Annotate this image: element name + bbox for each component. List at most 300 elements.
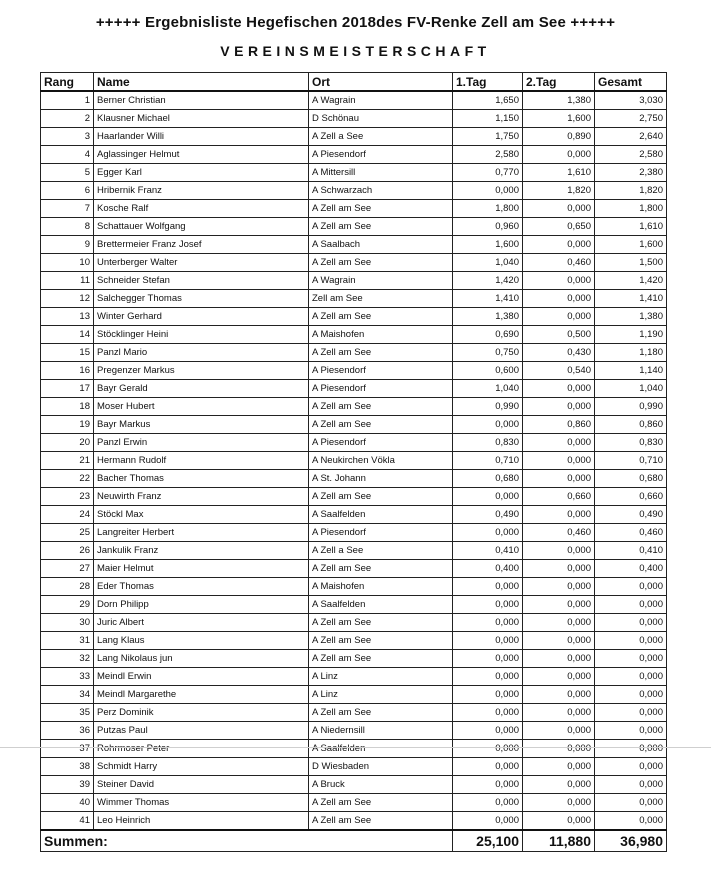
cell-gesamt: 0,000 <box>595 704 667 722</box>
cell-ort: A Piesendorf <box>309 434 453 452</box>
cell-tag2: 0,000 <box>523 272 595 290</box>
cell-rang: 12 <box>41 290 94 308</box>
cell-tag2: 0,000 <box>523 794 595 812</box>
cell-gesamt: 1,610 <box>595 218 667 236</box>
cell-ort: A Zell am See <box>309 416 453 434</box>
table-row <box>41 254 667 272</box>
cell-tag2: 0,000 <box>523 614 595 632</box>
cell-rang: 2 <box>41 110 94 128</box>
table-row <box>41 362 667 380</box>
cell-tag2: 0,000 <box>523 560 595 578</box>
table-row <box>41 236 667 254</box>
cell-tag2: 0,000 <box>523 452 595 470</box>
cell-tag2: 0,000 <box>523 722 595 740</box>
cell-gesamt: 0,000 <box>595 722 667 740</box>
header-gesamt: Gesamt <box>595 73 667 92</box>
cell-ort: A Zell a See <box>309 128 453 146</box>
cell-name: Meindl Margarethe <box>94 686 309 704</box>
cell-gesamt: 0,410 <box>595 542 667 560</box>
cell-gesamt: 1,410 <box>595 290 667 308</box>
cell-name: Wimmer Thomas <box>94 794 309 812</box>
cell-ort: A Zell am See <box>309 704 453 722</box>
scan-line <box>0 747 711 748</box>
cell-gesamt: 0,680 <box>595 470 667 488</box>
cell-rang: 38 <box>41 758 94 776</box>
cell-ort: A Mittersill <box>309 164 453 182</box>
table-row <box>41 506 667 524</box>
table-row <box>41 308 667 326</box>
cell-tag1: 1,040 <box>453 380 523 398</box>
cell-gesamt: 0,460 <box>595 524 667 542</box>
table-row <box>41 200 667 218</box>
cell-ort: D Wiesbaden <box>309 758 453 776</box>
cell-ort: A Zell am See <box>309 794 453 812</box>
cell-gesamt: 0,400 <box>595 560 667 578</box>
cell-tag1: 1,410 <box>453 290 523 308</box>
cell-tag2: 0,460 <box>523 254 595 272</box>
cell-tag2: 0,500 <box>523 326 595 344</box>
cell-ort: A Zell am See <box>309 632 453 650</box>
cell-tag2: 0,000 <box>523 668 595 686</box>
cell-gesamt: 1,600 <box>595 236 667 254</box>
cell-name: Stöckl Max <box>94 506 309 524</box>
cell-tag2: 0,650 <box>523 218 595 236</box>
cell-tag1: 0,770 <box>453 164 523 182</box>
table-row <box>41 128 667 146</box>
table-row <box>41 182 667 200</box>
table-row <box>41 542 667 560</box>
table-row <box>41 470 667 488</box>
cell-name: Dorn Philipp <box>94 596 309 614</box>
table-row <box>41 686 667 704</box>
cell-name: Lang Nikolaus jun <box>94 650 309 668</box>
cell-ort: Zell am See <box>309 290 453 308</box>
cell-tag2: 0,000 <box>523 812 595 831</box>
cell-gesamt: 1,380 <box>595 308 667 326</box>
cell-ort: A Zell am See <box>309 200 453 218</box>
cell-name: Jankulik Franz <box>94 542 309 560</box>
cell-tag2: 0,000 <box>523 542 595 560</box>
cell-tag2: 0,000 <box>523 434 595 452</box>
cell-tag1: 0,000 <box>453 488 523 506</box>
table-row <box>41 290 667 308</box>
cell-rang: 32 <box>41 650 94 668</box>
cell-name: Lang Klaus <box>94 632 309 650</box>
cell-tag2: 0,660 <box>523 488 595 506</box>
cell-rang: 16 <box>41 362 94 380</box>
table-row <box>41 380 667 398</box>
cell-tag1: 0,750 <box>453 344 523 362</box>
table-row <box>41 776 667 794</box>
cell-ort: A Saalfelden <box>309 506 453 524</box>
cell-ort: A Piesendorf <box>309 146 453 164</box>
table-row <box>41 272 667 290</box>
cell-tag1: 0,000 <box>453 614 523 632</box>
cell-rang: 6 <box>41 182 94 200</box>
cell-ort: A Saalfelden <box>309 740 453 758</box>
cell-tag1: 0,410 <box>453 542 523 560</box>
table-row <box>41 146 667 164</box>
cell-tag1: 0,830 <box>453 434 523 452</box>
cell-rang: 26 <box>41 542 94 560</box>
cell-rang: 13 <box>41 308 94 326</box>
cell-ort: A Bruck <box>309 776 453 794</box>
summary-label: Summen: <box>41 830 453 852</box>
table-row <box>41 488 667 506</box>
cell-tag1: 1,380 <box>453 308 523 326</box>
cell-gesamt: 0,000 <box>595 650 667 668</box>
cell-tag1: 2,580 <box>453 146 523 164</box>
cell-gesamt: 0,490 <box>595 506 667 524</box>
cell-gesamt: 0,000 <box>595 794 667 812</box>
cell-ort: A Wagrain <box>309 91 453 110</box>
cell-rang: 10 <box>41 254 94 272</box>
table-row <box>41 164 667 182</box>
cell-tag1: 0,000 <box>453 524 523 542</box>
cell-ort: A Zell am See <box>309 650 453 668</box>
cell-name: Salchegger Thomas <box>94 290 309 308</box>
table-row <box>41 578 667 596</box>
cell-tag2: 0,000 <box>523 308 595 326</box>
cell-tag2: 1,610 <box>523 164 595 182</box>
table-row <box>41 524 667 542</box>
cell-gesamt: 0,000 <box>595 758 667 776</box>
cell-tag1: 0,960 <box>453 218 523 236</box>
cell-name: Meindl Erwin <box>94 668 309 686</box>
cell-rang: 30 <box>41 614 94 632</box>
cell-rang: 23 <box>41 488 94 506</box>
table-row <box>41 614 667 632</box>
cell-gesamt: 2,750 <box>595 110 667 128</box>
cell-name: Eder Thomas <box>94 578 309 596</box>
table-row <box>41 452 667 470</box>
cell-name: Perz Dominik <box>94 704 309 722</box>
cell-name: Hermann Rudolf <box>94 452 309 470</box>
cell-gesamt: 0,990 <box>595 398 667 416</box>
cell-gesamt: 2,580 <box>595 146 667 164</box>
cell-ort: A Zell a See <box>309 542 453 560</box>
cell-tag2: 0,000 <box>523 578 595 596</box>
cell-name: Steiner David <box>94 776 309 794</box>
cell-tag1: 0,690 <box>453 326 523 344</box>
summary-gesamt: 36,980 <box>595 830 667 852</box>
cell-rang: 4 <box>41 146 94 164</box>
cell-tag1: 1,600 <box>453 236 523 254</box>
cell-tag2: 0,430 <box>523 344 595 362</box>
cell-tag1: 0,400 <box>453 560 523 578</box>
cell-name: Rohrmoser Peter <box>94 740 309 758</box>
cell-tag1: 1,750 <box>453 128 523 146</box>
cell-tag1: 0,000 <box>453 812 523 831</box>
cell-name: Pregenzer Markus <box>94 362 309 380</box>
cell-rang: 20 <box>41 434 94 452</box>
cell-ort: A Zell am See <box>309 614 453 632</box>
summary-row <box>41 830 667 852</box>
cell-rang: 37 <box>41 740 94 758</box>
summary-tag2: 11,880 <box>523 830 595 852</box>
cell-tag2: 0,000 <box>523 146 595 164</box>
cell-rang: 14 <box>41 326 94 344</box>
cell-ort: A Piesendorf <box>309 362 453 380</box>
cell-rang: 24 <box>41 506 94 524</box>
cell-rang: 34 <box>41 686 94 704</box>
cell-tag1: 0,000 <box>453 776 523 794</box>
cell-tag2: 0,000 <box>523 686 595 704</box>
table-row <box>41 218 667 236</box>
cell-name: Haarlander Willi <box>94 128 309 146</box>
cell-tag2: 0,000 <box>523 650 595 668</box>
cell-gesamt: 2,380 <box>595 164 667 182</box>
cell-rang: 9 <box>41 236 94 254</box>
cell-name: Winter Gerhard <box>94 308 309 326</box>
cell-ort: A Neukirchen Vöklа <box>309 452 453 470</box>
cell-gesamt: 1,420 <box>595 272 667 290</box>
cell-ort: A Maishofen <box>309 578 453 596</box>
cell-rang: 1 <box>41 91 94 110</box>
cell-ort: A Zell am See <box>309 398 453 416</box>
cell-tag2: 0,000 <box>523 398 595 416</box>
cell-tag1: 0,680 <box>453 470 523 488</box>
cell-tag1: 0,000 <box>453 758 523 776</box>
cell-tag1: 0,000 <box>453 704 523 722</box>
header-row <box>41 73 667 92</box>
cell-rang: 35 <box>41 704 94 722</box>
table-row <box>41 110 667 128</box>
cell-tag1: 0,600 <box>453 362 523 380</box>
cell-name: Klausner Michael <box>94 110 309 128</box>
cell-tag1: 0,990 <box>453 398 523 416</box>
cell-tag1: 1,150 <box>453 110 523 128</box>
cell-tag1: 0,000 <box>453 794 523 812</box>
table-row <box>41 704 667 722</box>
cell-gesamt: 0,830 <box>595 434 667 452</box>
header-tag2: 2.Tag <box>523 73 595 92</box>
cell-gesamt: 1,800 <box>595 200 667 218</box>
cell-tag1: 0,000 <box>453 182 523 200</box>
cell-ort: A Zell am See <box>309 488 453 506</box>
cell-rang: 36 <box>41 722 94 740</box>
table-row <box>41 398 667 416</box>
cell-gesamt: 1,500 <box>595 254 667 272</box>
cell-rang: 40 <box>41 794 94 812</box>
cell-name: Schneider Stefan <box>94 272 309 290</box>
cell-tag1: 0,000 <box>453 416 523 434</box>
cell-ort: A Niedernsill <box>309 722 453 740</box>
table-row <box>41 326 667 344</box>
cell-ort: A Wagrain <box>309 272 453 290</box>
cell-tag1: 1,800 <box>453 200 523 218</box>
table-row <box>41 434 667 452</box>
cell-ort: A Zell am See <box>309 560 453 578</box>
cell-ort: A Zell am See <box>309 812 453 831</box>
cell-rang: 18 <box>41 398 94 416</box>
cell-gesamt: 0,000 <box>595 740 667 758</box>
cell-name: Langreiter Herbert <box>94 524 309 542</box>
results-table <box>40 72 667 852</box>
table-row <box>41 560 667 578</box>
cell-tag1: 0,710 <box>453 452 523 470</box>
document-title: +++++ Ergebnisliste Hegefischen 2018des FV-Renke Zell am See +++++ <box>95 14 616 31</box>
cell-rang: 11 <box>41 272 94 290</box>
cell-name: Egger Karl <box>94 164 309 182</box>
cell-gesamt: 0,000 <box>595 614 667 632</box>
cell-gesamt: 0,660 <box>595 488 667 506</box>
cell-name: Schmidt Harry <box>94 758 309 776</box>
header-tag1: 1.Tag <box>453 73 523 92</box>
cell-tag1: 1,040 <box>453 254 523 272</box>
table-row <box>41 668 667 686</box>
cell-rang: 28 <box>41 578 94 596</box>
cell-name: Aglassinger Helmut <box>94 146 309 164</box>
header-ort: Ort <box>309 73 453 92</box>
cell-tag2: 0,000 <box>523 380 595 398</box>
document-subtitle: VEREINSMEISTERSCHAFT <box>220 43 491 59</box>
cell-tag2: 0,000 <box>523 632 595 650</box>
cell-tag2: 0,000 <box>523 506 595 524</box>
cell-name: Leo Heinrich <box>94 812 309 831</box>
cell-rang: 21 <box>41 452 94 470</box>
cell-name: Moser Hubert <box>94 398 309 416</box>
cell-ort: A Zell am See <box>309 344 453 362</box>
cell-rang: 33 <box>41 668 94 686</box>
cell-gesamt: 0,000 <box>595 578 667 596</box>
table-row <box>41 344 667 362</box>
cell-ort: A Schwarzach <box>309 182 453 200</box>
cell-ort: A Saalfelden <box>309 596 453 614</box>
cell-tag1: 0,000 <box>453 578 523 596</box>
cell-ort: A Maishofen <box>309 326 453 344</box>
table-row <box>41 740 667 758</box>
cell-tag1: 0,000 <box>453 740 523 758</box>
table-row <box>41 794 667 812</box>
cell-ort: A Zell am See <box>309 308 453 326</box>
cell-tag1: 0,490 <box>453 506 523 524</box>
cell-tag2: 0,000 <box>523 236 595 254</box>
cell-name: Juric Albert <box>94 614 309 632</box>
header-rang: Rang <box>41 73 94 92</box>
cell-tag2: 0,540 <box>523 362 595 380</box>
cell-tag2: 0,000 <box>523 470 595 488</box>
table-row <box>41 416 667 434</box>
cell-gesamt: 0,000 <box>595 776 667 794</box>
cell-rang: 3 <box>41 128 94 146</box>
cell-name: Panzl Mario <box>94 344 309 362</box>
cell-rang: 7 <box>41 200 94 218</box>
cell-rang: 41 <box>41 812 94 831</box>
cell-rang: 31 <box>41 632 94 650</box>
cell-tag2: 0,000 <box>523 776 595 794</box>
cell-tag2: 1,820 <box>523 182 595 200</box>
summary-tag1: 25,100 <box>453 830 523 852</box>
cell-tag1: 0,000 <box>453 596 523 614</box>
cell-tag2: 0,000 <box>523 290 595 308</box>
cell-gesamt: 0,000 <box>595 632 667 650</box>
cell-gesamt: 1,180 <box>595 344 667 362</box>
cell-rang: 5 <box>41 164 94 182</box>
cell-name: Panzl Erwin <box>94 434 309 452</box>
cell-tag2: 0,890 <box>523 128 595 146</box>
cell-gesamt: 1,140 <box>595 362 667 380</box>
cell-gesamt: 0,000 <box>595 812 667 831</box>
cell-gesamt: 0,000 <box>595 686 667 704</box>
cell-name: Bayr Markus <box>94 416 309 434</box>
cell-tag1: 0,000 <box>453 722 523 740</box>
cell-tag2: 0,000 <box>523 758 595 776</box>
cell-ort: A Linz <box>309 668 453 686</box>
cell-tag2: 0,000 <box>523 596 595 614</box>
cell-tag2: 1,380 <box>523 91 595 110</box>
cell-gesamt: 3,030 <box>595 91 667 110</box>
cell-tag2: 0,460 <box>523 524 595 542</box>
cell-tag1: 0,000 <box>453 686 523 704</box>
cell-rang: 15 <box>41 344 94 362</box>
cell-gesamt: 0,710 <box>595 452 667 470</box>
cell-gesamt: 2,640 <box>595 128 667 146</box>
cell-gesamt: 1,190 <box>595 326 667 344</box>
cell-gesamt: 1,820 <box>595 182 667 200</box>
cell-rang: 8 <box>41 218 94 236</box>
cell-tag2: 0,000 <box>523 740 595 758</box>
table-row <box>41 632 667 650</box>
cell-ort: A Zell am See <box>309 218 453 236</box>
cell-gesamt: 0,000 <box>595 596 667 614</box>
cell-ort: A Piesendorf <box>309 380 453 398</box>
cell-name: Hribernik Franz <box>94 182 309 200</box>
cell-name: Bacher Thomas <box>94 470 309 488</box>
cell-tag1: 1,420 <box>453 272 523 290</box>
cell-name: Kosche Ralf <box>94 200 309 218</box>
cell-tag2: 0,860 <box>523 416 595 434</box>
cell-ort: D Schönau <box>309 110 453 128</box>
cell-name: Berner Christian <box>94 91 309 110</box>
table-row <box>41 91 667 110</box>
cell-rang: 22 <box>41 470 94 488</box>
cell-tag2: 0,000 <box>523 704 595 722</box>
cell-ort: A Zell am See <box>309 254 453 272</box>
cell-rang: 29 <box>41 596 94 614</box>
cell-rang: 25 <box>41 524 94 542</box>
cell-tag2: 1,600 <box>523 110 595 128</box>
table-row <box>41 596 667 614</box>
cell-name: Putzas Paul <box>94 722 309 740</box>
cell-gesamt: 0,860 <box>595 416 667 434</box>
cell-name: Neuwirth Franz <box>94 488 309 506</box>
results-body <box>41 91 667 830</box>
cell-name: Bayr Gerald <box>94 380 309 398</box>
cell-rang: 27 <box>41 560 94 578</box>
cell-name: Brettermeier Franz Josef <box>94 236 309 254</box>
header-name: Name <box>94 73 309 92</box>
cell-tag2: 0,000 <box>523 200 595 218</box>
cell-ort: A Piesendorf <box>309 524 453 542</box>
cell-rang: 19 <box>41 416 94 434</box>
cell-rang: 17 <box>41 380 94 398</box>
cell-rang: 39 <box>41 776 94 794</box>
table-row <box>41 722 667 740</box>
cell-tag1: 0,000 <box>453 668 523 686</box>
cell-name: Unterberger Walter <box>94 254 309 272</box>
cell-name: Maier Helmut <box>94 560 309 578</box>
cell-tag1: 0,000 <box>453 650 523 668</box>
cell-name: Schattauer Wolfgang <box>94 218 309 236</box>
cell-gesamt: 1,040 <box>595 380 667 398</box>
cell-tag1: 0,000 <box>453 632 523 650</box>
cell-name: Stöcklinger Heini <box>94 326 309 344</box>
cell-ort: A Linz <box>309 686 453 704</box>
table-row <box>41 758 667 776</box>
table-row <box>41 812 667 831</box>
table-row <box>41 650 667 668</box>
